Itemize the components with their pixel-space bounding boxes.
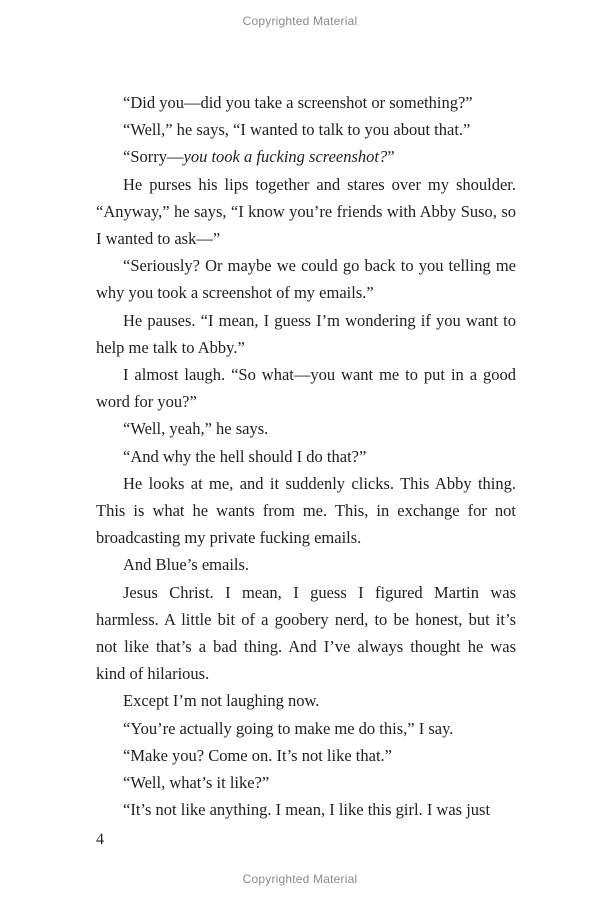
- paragraph-3: [96, 143, 516, 170]
- paragraph-15: “Make you? Come on. It’s not like that.”: [123, 745, 392, 765]
- copyright-watermark-top: Copyrighted Material: [242, 14, 358, 28]
- copyright-watermark-bottom: Copyrighted Material: [242, 872, 358, 886]
- page-number: 4: [96, 831, 104, 848]
- paragraph-4: He purses his lips together and stares over my shoulder. “Anyway,” he says, “I know you’re friends with Abby Suso, so I wanted to ask—”: [96, 174, 516, 249]
- paragraph-8: “Well, yeah,” he says.: [123, 419, 269, 439]
- paragraph-2: “Well,” he says, “I wanted to talk to you about that.”: [123, 120, 471, 140]
- paragraph-7: I almost laugh. “So what—you want me to put in a good word for you?”: [96, 365, 516, 412]
- paragraph-10: He looks at me, and it suddenly clicks. This Abby thing. This is what he wants from me. This, in exchange for not broadcasting my private fucking emails.: [96, 473, 516, 548]
- paragraph-12: Jesus Christ. I mean, I guess I figured Martin was harmless. A little bit of a goobery nerd, to be honest, but it’s not like that’s a bad thing. And I’ve always thought he was kind of hilarious.: [96, 582, 516, 684]
- paragraph-3-after: ”: [387, 147, 395, 167]
- paragraph-9: “And why the hell should I do that?”: [123, 446, 367, 466]
- paragraph-14: “You’re actually going to make me do this,” I say.: [123, 718, 454, 738]
- paragraph-1: “Did you—did you take a screenshot or something?”: [123, 93, 473, 112]
- paragraph-16: “Well, what’s it like?”: [123, 773, 270, 793]
- paragraph-5: “Seriously? Or maybe we could go back to you telling me why you took a screenshot of my emails.”: [96, 256, 516, 303]
- paragraph-3-italic: you took a fucking screenshot?: [183, 147, 388, 167]
- body-text: [96, 89, 516, 823]
- paragraph-3-before: “Sorry—: [123, 147, 184, 167]
- paragraph-13: Except I’m not laughing now.: [123, 691, 320, 711]
- paragraph-6: He pauses. “I mean, I guess I’m wondering if you want to help me talk to Abby.”: [96, 310, 516, 357]
- paragraph-17: “It’s not like anything. I mean, I like this girl. I was just: [123, 800, 491, 820]
- paragraph-11: And Blue’s emails.: [123, 555, 250, 575]
